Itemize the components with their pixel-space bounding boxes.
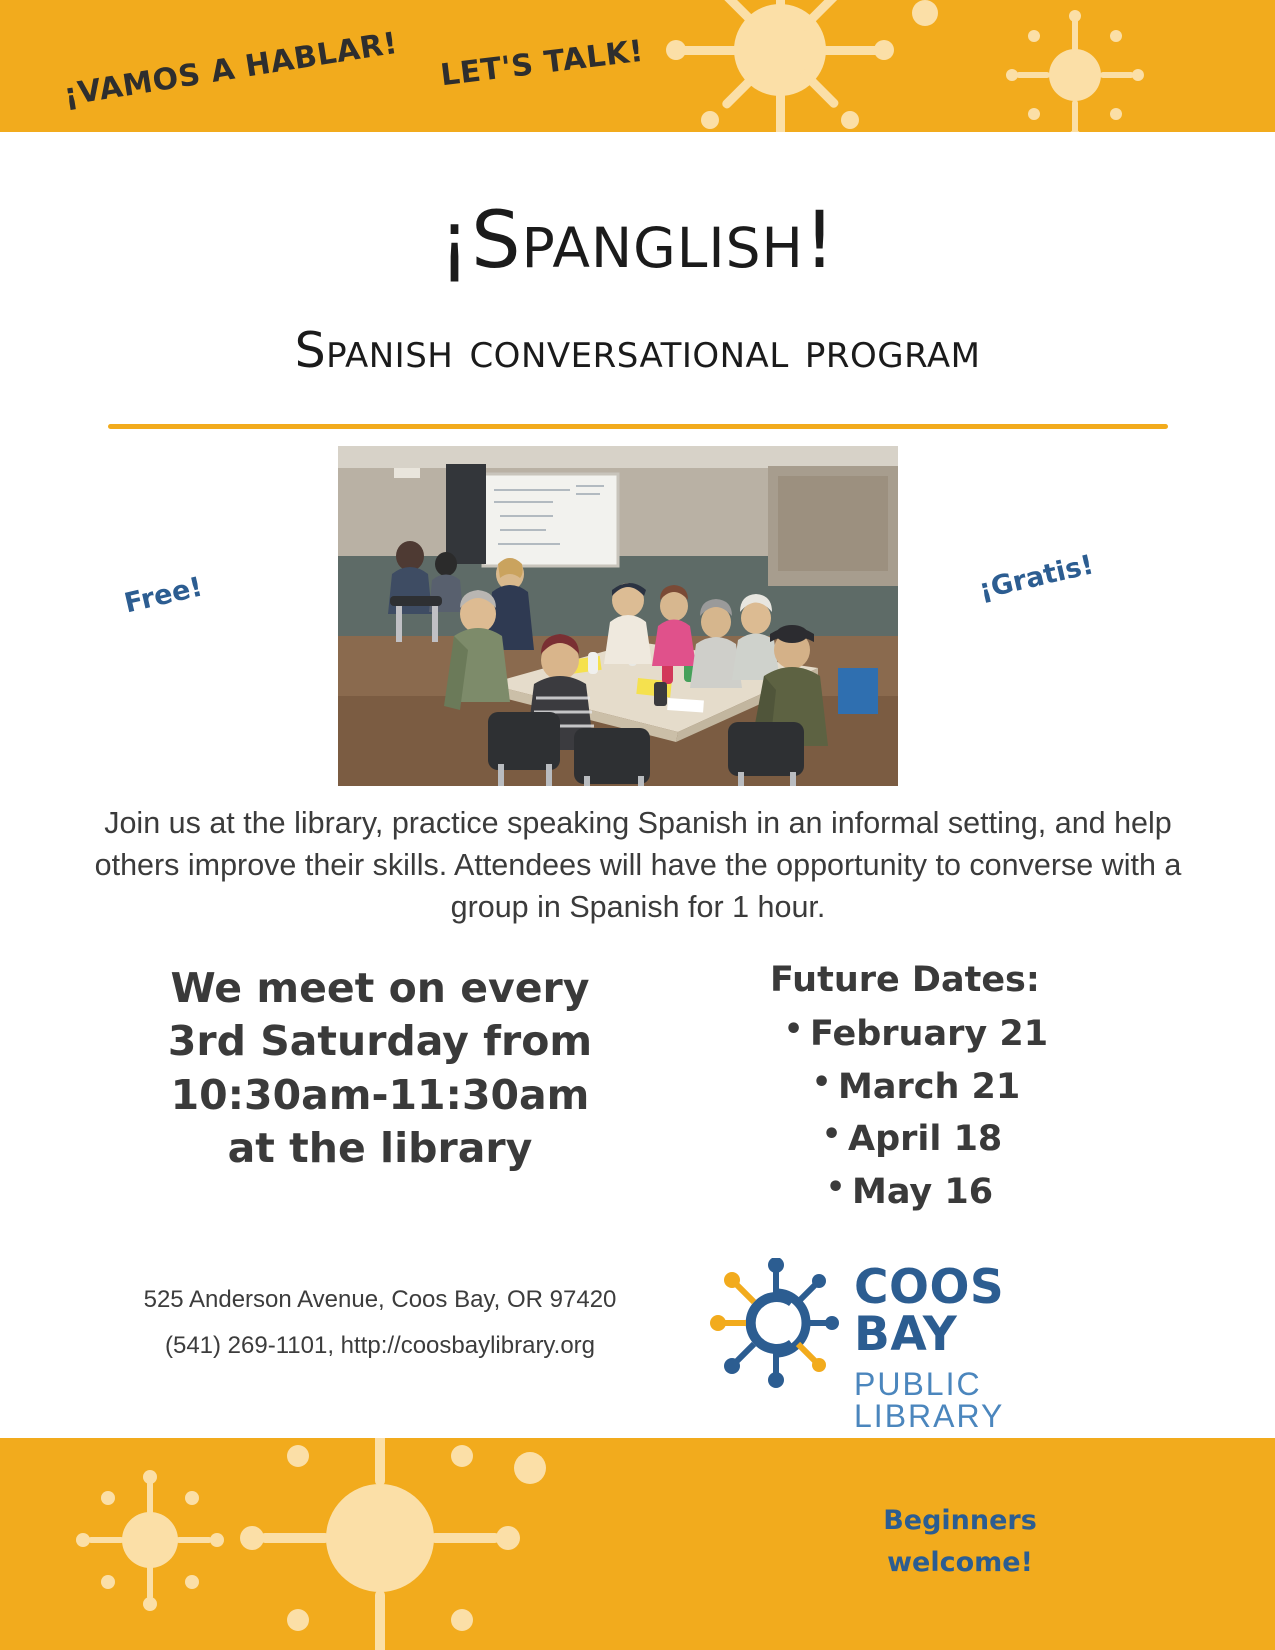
logo-subtitle: PUBLIC LIBRARY xyxy=(854,1366,1005,1434)
decorative-burst-icon xyxy=(650,0,910,132)
tagline-spanish: ¡VAMOS A HABLAR! xyxy=(61,25,401,114)
callout-free: Free! xyxy=(121,571,206,620)
library-logo xyxy=(706,1258,1116,1434)
meeting-line-2: 3rd Saturday from xyxy=(167,1017,593,1066)
library-phone-website[interactable]: (541) 269-1101, http://coosbaylibrary.org xyxy=(164,1332,596,1359)
future-date-label: May 16 xyxy=(852,1171,994,1212)
bullet-icon: • xyxy=(812,1064,832,1100)
future-date-label: March 21 xyxy=(838,1066,1021,1107)
bullet-icon: • xyxy=(784,1012,804,1047)
divider xyxy=(108,424,1168,429)
list-item xyxy=(826,1166,1170,1219)
future-date-label: April 18 xyxy=(848,1119,1003,1159)
decorative-dot-icon xyxy=(890,0,960,48)
page-subtitle: Spanish conversational program xyxy=(294,322,981,379)
bullet-icon: • xyxy=(822,1117,842,1152)
logo-mark-icon xyxy=(706,1258,846,1388)
meeting-schedule xyxy=(100,962,660,1175)
page-title: ¡Spanglish! xyxy=(438,196,837,286)
footer-note xyxy=(780,1500,1140,1584)
meeting-line-3: 10:30am-11:30am xyxy=(170,1070,590,1119)
program-photo xyxy=(338,446,898,786)
future-dates-title: Future Dates: xyxy=(770,960,1040,1000)
list-item xyxy=(784,1008,1170,1061)
bullet-icon: • xyxy=(826,1169,846,1205)
list-item xyxy=(822,1113,1170,1166)
meeting-line-1: We meet on every xyxy=(170,964,590,1012)
meeting-line-4: at the library xyxy=(227,1123,533,1172)
footer-line-1: Beginners xyxy=(883,1505,1037,1536)
decorative-burst-small-icon xyxy=(70,1468,230,1618)
decorative-burst-small-icon xyxy=(1000,10,1150,132)
list-item xyxy=(812,1061,1170,1114)
decorative-dot-icon xyxy=(490,1438,570,1508)
tagline-english: LET'S TALK! xyxy=(438,33,646,94)
future-date-label: February 21 xyxy=(810,1014,1049,1054)
callout-gratis: ¡Gratis! xyxy=(976,549,1097,606)
future-dates-block xyxy=(700,960,1170,1218)
library-address: 525 Anderson Avenue, Coos Bay, OR 97420 xyxy=(143,1286,617,1313)
program-description: Join us at the library, practice speaking Spanish in an informal setting, and help others improve their skills. Attendees will have the opportunity to converse with a group in Spanish for 1 hour. xyxy=(94,806,1182,925)
decorative-burst-icon xyxy=(230,1438,530,1650)
logo-name: COOS BAY xyxy=(854,1260,1005,1362)
future-dates-list xyxy=(700,1008,1170,1218)
footer-line-2: welcome! xyxy=(887,1546,1033,1578)
